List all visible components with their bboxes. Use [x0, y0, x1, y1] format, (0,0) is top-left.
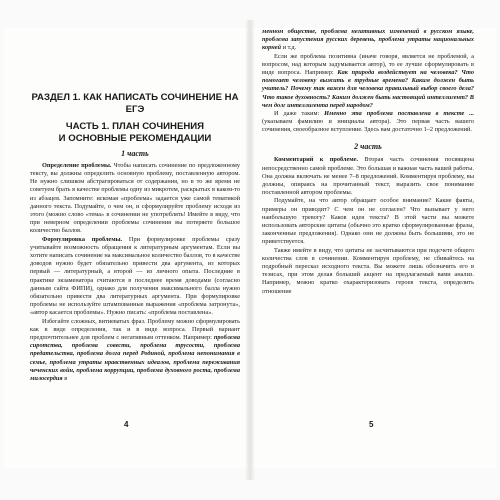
- left-page-text: [30, 28, 240, 383]
- paragraph-examples: [30, 318, 240, 384]
- paragraph-lead: Формулировка проблемы.: [42, 235, 123, 243]
- paragraph-text: Избегайте сложных, витиеватых фраз. Проблему можно сформулировать как в виде определения, так и в виде вопроса. Первый вариант предпочтительнее для проблем с негативным оттенком. Например:: [30, 317, 240, 342]
- section-title: РАЗДЕЛ 1. КАК НАПИСАТЬ СОЧИНЕНИЕ НА ЕГЭ: [31, 92, 239, 115]
- paragraph-problem-formulation: [30, 236, 240, 318]
- left-page: [4, 28, 246, 468]
- right-page: [254, 28, 496, 468]
- problem-examples: проблема сиротства, проблема совести, проблема трусости, проблема предательства, проблема долга перед Родиной, проблема непонимания в семье, проблема утраты нравственных идеалов, проблема переживания чеченских войн, проблема коррупции, проблема духовного роста, проблема милосердия: [30, 334, 240, 383]
- paragraph-text: Если же проблема позитивна (иначе говоря, является не проблемой, а вопросом, над которым задумывается автор), то ее лучше сформулировать в виде вопроса. Например:: [262, 52, 474, 77]
- paragraph-text: Вторая часть сочинения посвящена непосредственно самой проблеме. Это большая и важная часть вашей работы. Она должна включать не менее 7–8 предложений. Комментируя проблему, вы должны, опираясь на прочитанный текст, выразить свое понимание поставленной автором проблемы.: [262, 156, 474, 197]
- paragraph-questions: Подумайте, на что автор обращает особое внимание? Какие факты, примеры он приводит? С чем он не согласен? Что вызывает у него наибольшую тревогу? Каков идея текста? В этой части вы можете использовать авторские цитаты (обычно это кратко сформулированные фразы, законченные предложения). Однако они не должны быть большими, это не приветствуется.: [262, 197, 474, 246]
- paragraph-text: Чтобы написать сочинение по предложенному тексту, вы должны определить основную проблему, поставленную автором. Не нужно слишком абстрагироваться от содержания, но в то же время не советуем брать в качестве проблемы одну из микротем, раскрытых в каком-то из абзацев. Запомните: искомая «проблема» задается уже самой тематикой данного текста. Подумайте, о чем он, и сформулируйте проблему исходя из этого (можно слово «тема» в сочинении не употреблять! Имейте в виду, что при неверном определении проблемы сочинения вы потеряете большое количество баллов.: [30, 161, 240, 235]
- paragraph-text: При формулировке проблемы сразу учитывайте возможность обращения к литературным аргументам. Если вы хотите написать сочинение на максимальное количество баллов, то в качестве доводов нужно будет обязательно привести два аргумента, из которых первый — литературный, а второй — из личного опыта. Последние в практике экзаменатора считаются в последнее время доводами (согласно данным сайта ФИПИ), однако для получения максимального балла нужно обязательно привести два литературных аргумента. При формулировке проблемы не используйте штампованные выражения «проблема затронута», «автор касается проблемы». Нужно писать: «проблема поставлена».: [30, 235, 241, 317]
- question-examples: Как природа воздействует на человека? Что помогает человеку выжить в трудные времена? Каким должен быть учитель? Почему так важен для человека правильный выбор своего дела? Что такое духовность? Каким должен быть настоящий интеллигент? В чем долг интеллигента перед народом?: [262, 69, 474, 109]
- chapter-title: [30, 121, 240, 144]
- part-heading-2: 2 часть: [354, 141, 382, 151]
- paragraph-alternative: [262, 110, 474, 135]
- part-heading-1: 1 часть: [121, 149, 149, 158]
- page-number-right: 5: [369, 420, 374, 429]
- paragraph-citations: Также имейте в виду, что цитаты не засчитываются при подсчете общего количества слов в сочинении. Комментируя проблему, не сбивайтесь на подробный пересказ исходного текста. Вы можете лишь обозначить его в тезисах, при этом делая больший акцент на предлагаемый вами анализ. Например, можно кратко охарактеризовать героев текста, определить отношение: [262, 246, 474, 295]
- paragraph-continued-examples: [262, 28, 474, 53]
- page-number-left: 4: [124, 420, 129, 429]
- problem-examples-continued: менном обществе, проблема негативных изменений в русском языке, проблема запустения русских деревень, проблема утраты национальных корней: [262, 28, 474, 52]
- paragraph-text: И даже таким:: [274, 110, 325, 118]
- chapter-title-line2: И ОСНОВНЫЕ РЕКОМЕНДАЦИИ: [58, 132, 212, 144]
- paragraph-commentary: [262, 156, 474, 197]
- paragraph-lead: Определение проблемы.: [42, 161, 112, 169]
- paragraph-tail: (указываем фамилию и инициалы автора). Это первая часть вашего сочинения, своеобразное вступление. Здесь вам достаточно 1–2 предложений.: [262, 118, 474, 134]
- paragraph-tail: и т.д.: [281, 44, 297, 52]
- chapter-title-line1: ЧАСТЬ 1. ПЛАН СОЧИНЕНИЯ: [65, 121, 205, 132]
- paragraph-problem-definition: [30, 162, 240, 236]
- right-page-text: [262, 28, 474, 296]
- paragraph-tail: в: [62, 375, 68, 383]
- paragraph-lead: Комментарий к проблеме.: [274, 156, 359, 164]
- paragraph-positive-problem: [262, 53, 474, 110]
- phrase-example: Именно эта проблема поставлена в тексте ...: [324, 110, 474, 118]
